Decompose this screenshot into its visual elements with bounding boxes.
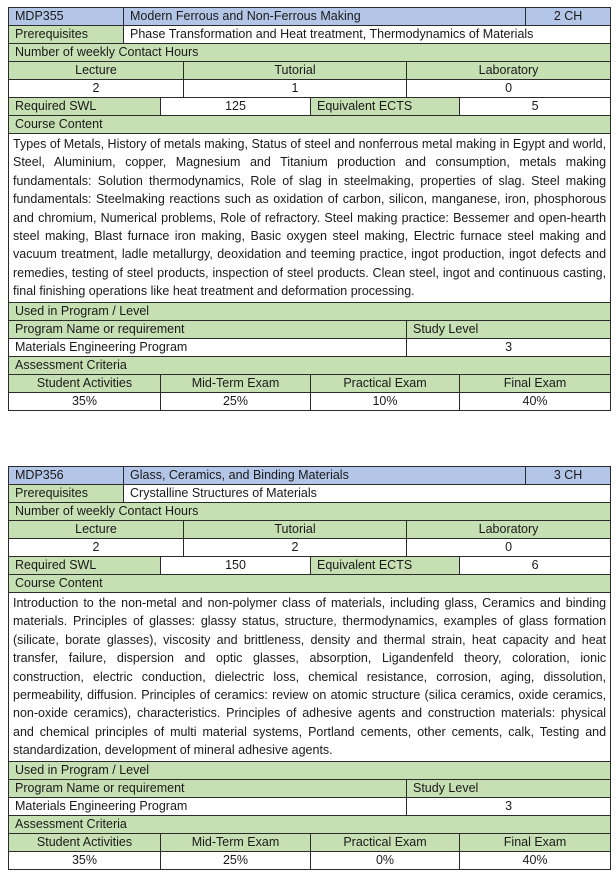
prerequisites-label: Prerequisites [9, 26, 124, 44]
swl-row [9, 557, 611, 575]
contact-hours-header-row [9, 521, 611, 539]
laboratory-hours: 0 [407, 80, 611, 98]
assessment-title-row [9, 356, 611, 374]
ects-label: Equivalent ECTS [311, 98, 460, 116]
course-content-label: Course Content [9, 116, 611, 134]
assessment-criteria-label: Assessment Criteria [9, 815, 611, 833]
midterm-exam-header: Mid-Term Exam [161, 833, 311, 851]
contact-hours-header-row [9, 62, 611, 80]
assessment-header-row [9, 374, 611, 392]
prerequisites-label: Prerequisites [9, 485, 124, 503]
lecture-hours: 2 [9, 539, 184, 557]
midterm-exam-header: Mid-Term Exam [161, 374, 311, 392]
assessment-header-row [9, 833, 611, 851]
course-title: Modern Ferrous and Non-Ferrous Making [124, 8, 526, 26]
student-activities-header: Student Activities [9, 374, 161, 392]
contact-hours-label: Number of weekly Contact Hours [9, 44, 611, 62]
program-title-row [9, 761, 611, 779]
content-title-row [9, 116, 611, 134]
content-row [9, 134, 611, 303]
course-code: MDP355 [9, 8, 124, 26]
ects-label: Equivalent ECTS [311, 557, 460, 575]
program-header-row [9, 320, 611, 338]
assessment-title-row [9, 815, 611, 833]
student-activities-weight: 35% [9, 851, 161, 869]
swl-value: 150 [161, 557, 311, 575]
laboratory-hours: 0 [407, 539, 611, 557]
ects-value: 6 [460, 557, 611, 575]
swl-row [9, 98, 611, 116]
prerequisites-row [9, 485, 611, 503]
program-level-label: Used in Program / Level [9, 302, 611, 320]
program-name: Materials Engineering Program [9, 338, 407, 356]
course-content-text: Types of Metals, History of metals making, Status of steel and nonferrous metal making in Egypt and world, Steel, Aluminium, copper, Magnesium and Titanium production and consumption, metals making fundamentals: Solution thermodynamics, Role of slag in steelmaking, properties of slag. Steel making fundamentals: Steelmaking reactions such as oxidation of carbon, silicon, manganese, iron, phosphorous and chromium, Numerical problems, Role of refractory. Steel making practice: Bessemer and open-hearth steel making, Blast furnace iron making, Basic oxygen steel making, Electric furnace steel making and vacuum treatment, ladle metallurgy, deoxidation and teeming practice, ingot production, ingot defects and remedies, testing of steel products, inspection of steel products. Clean steel, ingot and continuous casting, final finishing operations like heat treatment and deformation processing. [9, 134, 611, 303]
contact-hours-value-row [9, 539, 611, 557]
study-level-header: Study Level [407, 320, 611, 338]
student-activities-header: Student Activities [9, 833, 161, 851]
contact-hours-title-row [9, 503, 611, 521]
program-name-header: Program Name or requirement [9, 320, 407, 338]
program-name: Materials Engineering Program [9, 797, 407, 815]
contact-hours-title-row [9, 44, 611, 62]
credit-hours: 3 CH [526, 467, 611, 485]
student-activities-weight: 35% [9, 392, 161, 410]
lecture-hours: 2 [9, 80, 184, 98]
midterm-exam-weight: 25% [161, 851, 311, 869]
laboratory-header: Laboratory [407, 521, 611, 539]
study-level-header: Study Level [407, 779, 611, 797]
tutorial-header: Tutorial [184, 521, 407, 539]
ects-value: 5 [460, 98, 611, 116]
final-exam-weight: 40% [460, 392, 611, 410]
swl-label: Required SWL [9, 557, 161, 575]
assessment-value-row [9, 851, 611, 869]
program-header-row [9, 779, 611, 797]
tutorial-header: Tutorial [184, 62, 407, 80]
practical-exam-weight: 0% [311, 851, 460, 869]
prerequisites-value: Crystalline Structures of Materials [124, 485, 611, 503]
lecture-header: Lecture [9, 521, 184, 539]
program-name-header: Program Name or requirement [9, 779, 407, 797]
laboratory-header: Laboratory [407, 62, 611, 80]
course-code: MDP356 [9, 467, 124, 485]
practical-exam-header: Practical Exam [311, 374, 460, 392]
prerequisites-value: Phase Transformation and Heat treatment, Thermodynamics of Materials [124, 26, 611, 44]
assessment-criteria-label: Assessment Criteria [9, 356, 611, 374]
swl-label: Required SWL [9, 98, 161, 116]
final-exam-header: Final Exam [460, 833, 611, 851]
study-level: 3 [407, 797, 611, 815]
course-table-mdp355 [8, 7, 611, 411]
assessment-value-row [9, 392, 611, 410]
practical-exam-weight: 10% [311, 392, 460, 410]
program-level-label: Used in Program / Level [9, 761, 611, 779]
course-header-row [9, 8, 611, 26]
tutorial-hours: 2 [184, 539, 407, 557]
course-header-row [9, 467, 611, 485]
midterm-exam-weight: 25% [161, 392, 311, 410]
tutorial-hours: 1 [184, 80, 407, 98]
credit-hours: 2 CH [526, 8, 611, 26]
contact-hours-label: Number of weekly Contact Hours [9, 503, 611, 521]
program-value-row [9, 338, 611, 356]
final-exam-weight: 40% [460, 851, 611, 869]
course-content-text: Introduction to the non-metal and non-polymer class of materials, including glass, Ceramics and binding materials. Principles of glasses: glassy status, structure, thermodynamics, examples of glass formation (silicate, borate glasses), viscosity and brittleness, density and thermal strain, heat capacity and heat transfer, failure, dispersion and optic glasses, absorption, Ligandenfeld theory, coloration, ionic construction, electric conduction, dielectric loss, chemical resistance, corrosion, aging, dissolution, permeability, diffusion. Principles of ceramics: review on atomic structure (silica ceramics, oxide ceramics, non-oxide ceramics), characteristics. Principles of adhesive agents and construction materials: physical and chemical principles of multi material systems, Portland cements, other cements, calk, Testing and standardization, development of mineral adhesive agents. [9, 593, 611, 762]
content-title-row [9, 575, 611, 593]
lecture-header: Lecture [9, 62, 184, 80]
program-value-row [9, 797, 611, 815]
prerequisites-row [9, 26, 611, 44]
swl-value: 125 [161, 98, 311, 116]
course-content-label: Course Content [9, 575, 611, 593]
content-row [9, 593, 611, 762]
study-level: 3 [407, 338, 611, 356]
practical-exam-header: Practical Exam [311, 833, 460, 851]
final-exam-header: Final Exam [460, 374, 611, 392]
course-table-mdp356 [8, 466, 611, 870]
contact-hours-value-row [9, 80, 611, 98]
course-title: Glass, Ceramics, and Binding Materials [124, 467, 526, 485]
program-title-row [9, 302, 611, 320]
